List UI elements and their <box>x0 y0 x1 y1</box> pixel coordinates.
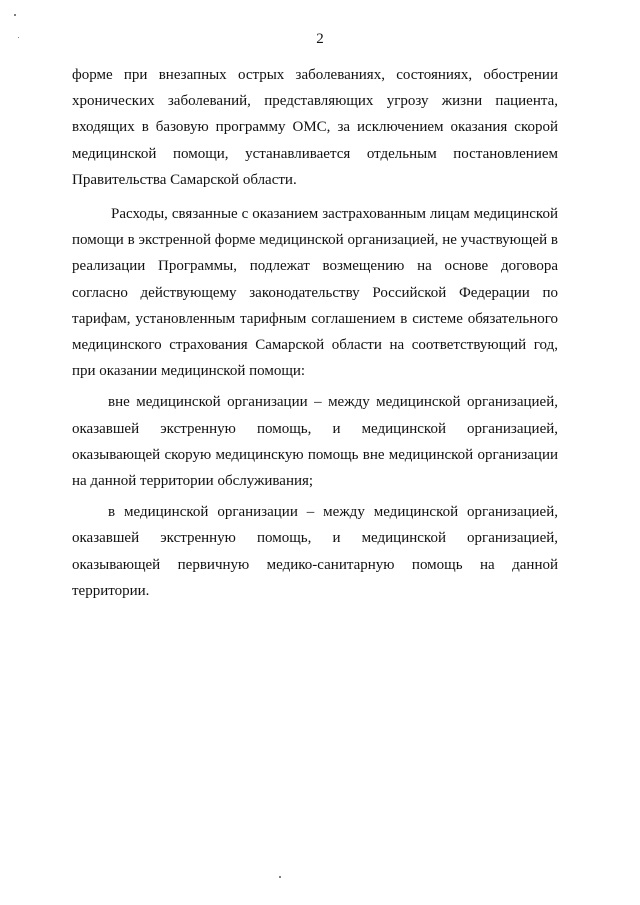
document-body <box>72 62 558 604</box>
page-number: 2 <box>316 31 324 47</box>
paragraph-3: вне медицинской организации – между медицинской организацией, оказавшей экстренную помощь, и медицинской организацией, оказывающей скорую медицинскую помощь вне медицинской организации на данной территории обслуживания; <box>72 394 558 490</box>
scan-speck <box>279 876 281 878</box>
paragraph-1: форме при внезапных острых заболеваниях, состояниях, обострении хронических заболеваний, представляющих угрозу жизни пациента, входящих в базовую программу ОМС, за исключением оказания скорой медицинской помощи, устанавливается отдельным постановлением Правительства Самарской области. <box>72 67 558 188</box>
paragraph-2: Расходы, связанные с оказанием застрахованным лицам медицинской помощи в экстренной форме медицинской организацией, не участвующей в реализации Программы, подлежат возмещению на основе договора согласно действующему законодательству Российской Федерации по тарифам, установленным тарифным соглашением в системе обязательного медицинского страхования Самарской области на соответствующий год, при оказании медицинской помощи: <box>72 206 558 380</box>
scan-speck <box>14 14 16 16</box>
paragraph-4: в медицинской организации – между медицинской организацией, оказавшей экстренную помощь, и медицинской организацией, оказывающей первичную медико-санитарную помощь на данной территории. <box>72 504 558 599</box>
